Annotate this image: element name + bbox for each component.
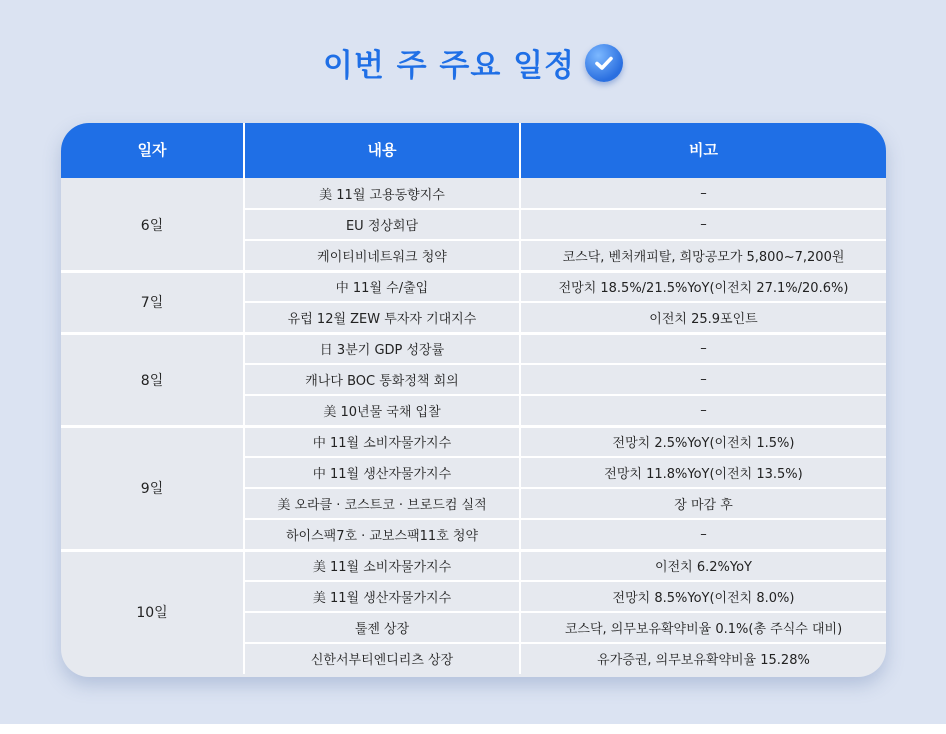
content-cell: 美 11월 소비자물가지수 (312, 560, 452, 575)
content-cell: 케이티비네트워크 청약 (317, 250, 447, 265)
note-cell: – (700, 527, 707, 542)
content-cell: 美 11월 생산자물가지수 (312, 591, 452, 606)
content-cell: 신한서부티엔디리츠 상장 (310, 653, 454, 668)
content-cell: 中 11월 소비자물가지수 (312, 436, 452, 451)
note-cell: – (700, 186, 707, 201)
date-cell: 7일 (140, 295, 164, 311)
column-divider (519, 178, 521, 674)
date-cell: 9일 (140, 481, 164, 497)
content-cell: 캐나다 BOC 통화정책 회의 (305, 374, 459, 389)
content-cell: 美 오라클 · 코스트코 · 브로드컴 실적 (277, 498, 487, 513)
note-cell: 이전치 25.9포인트 (649, 312, 758, 327)
content-cell: 하이스팩7호 · 교보스팩11호 청약 (285, 529, 479, 544)
content-cell: 日 3분기 GDP 성장률 (319, 343, 445, 358)
content-cell: 유럽 12월 ZEW 투자자 기대지수 (287, 312, 477, 327)
note-cell: – (700, 403, 707, 418)
content-cell: 中 11월 생산자물가지수 (312, 467, 452, 482)
note-cell: 유가증권, 의무보유확약비율 15.28% (597, 653, 810, 668)
note-cell: – (700, 372, 707, 387)
content-cell: 툴젠 상장 (354, 622, 410, 637)
date-cell: 8일 (140, 372, 164, 389)
note-cell: 전망치 2.5%YoY(이전치 1.5%) (612, 436, 795, 451)
note-cell: 코스닥, 의무보유확약비율 0.1%(총 주식수 대비) (564, 622, 843, 637)
header-content: 내용 (367, 141, 397, 159)
page-title: 이번 주 주요 일정 (323, 48, 575, 84)
note-cell: 이전치 6.2%YoY (655, 560, 752, 575)
check-circle-icon (585, 44, 623, 82)
note-cell: 전망치 18.5%/21.5%YoY(이전치 27.1%/20.6%) (558, 281, 849, 296)
content-cell: 美 11월 고용동향지수 (319, 188, 445, 203)
note-cell: 전망치 8.5%YoY(이전치 8.0%) (612, 591, 795, 606)
content-cell: 中 11월 수/출입 (335, 281, 429, 296)
date-cell: 10일 (136, 605, 168, 621)
content-cell: 美 10년물 국채 입찰 (323, 405, 441, 420)
note-cell: 코스닥, 벤처캐피탈, 희망공모가 5,800~7,200원 (562, 250, 845, 265)
header-note: 비고 (689, 141, 718, 159)
table-header (61, 123, 886, 178)
column-divider (243, 178, 245, 674)
note-cell: – (700, 217, 707, 232)
header-divider (243, 123, 245, 178)
content-cell: EU 정상회담 (345, 219, 419, 234)
title-area (0, 40, 946, 85)
note-cell: 전망치 11.8%YoY(이전치 13.5%) (604, 467, 803, 482)
note-cell: – (700, 341, 707, 356)
note-cell: 장 마감 후 (674, 498, 733, 513)
schedule-table (61, 123, 886, 677)
header-date: 일자 (137, 141, 167, 159)
date-cell: 6일 (140, 217, 164, 234)
header-divider (519, 123, 521, 178)
